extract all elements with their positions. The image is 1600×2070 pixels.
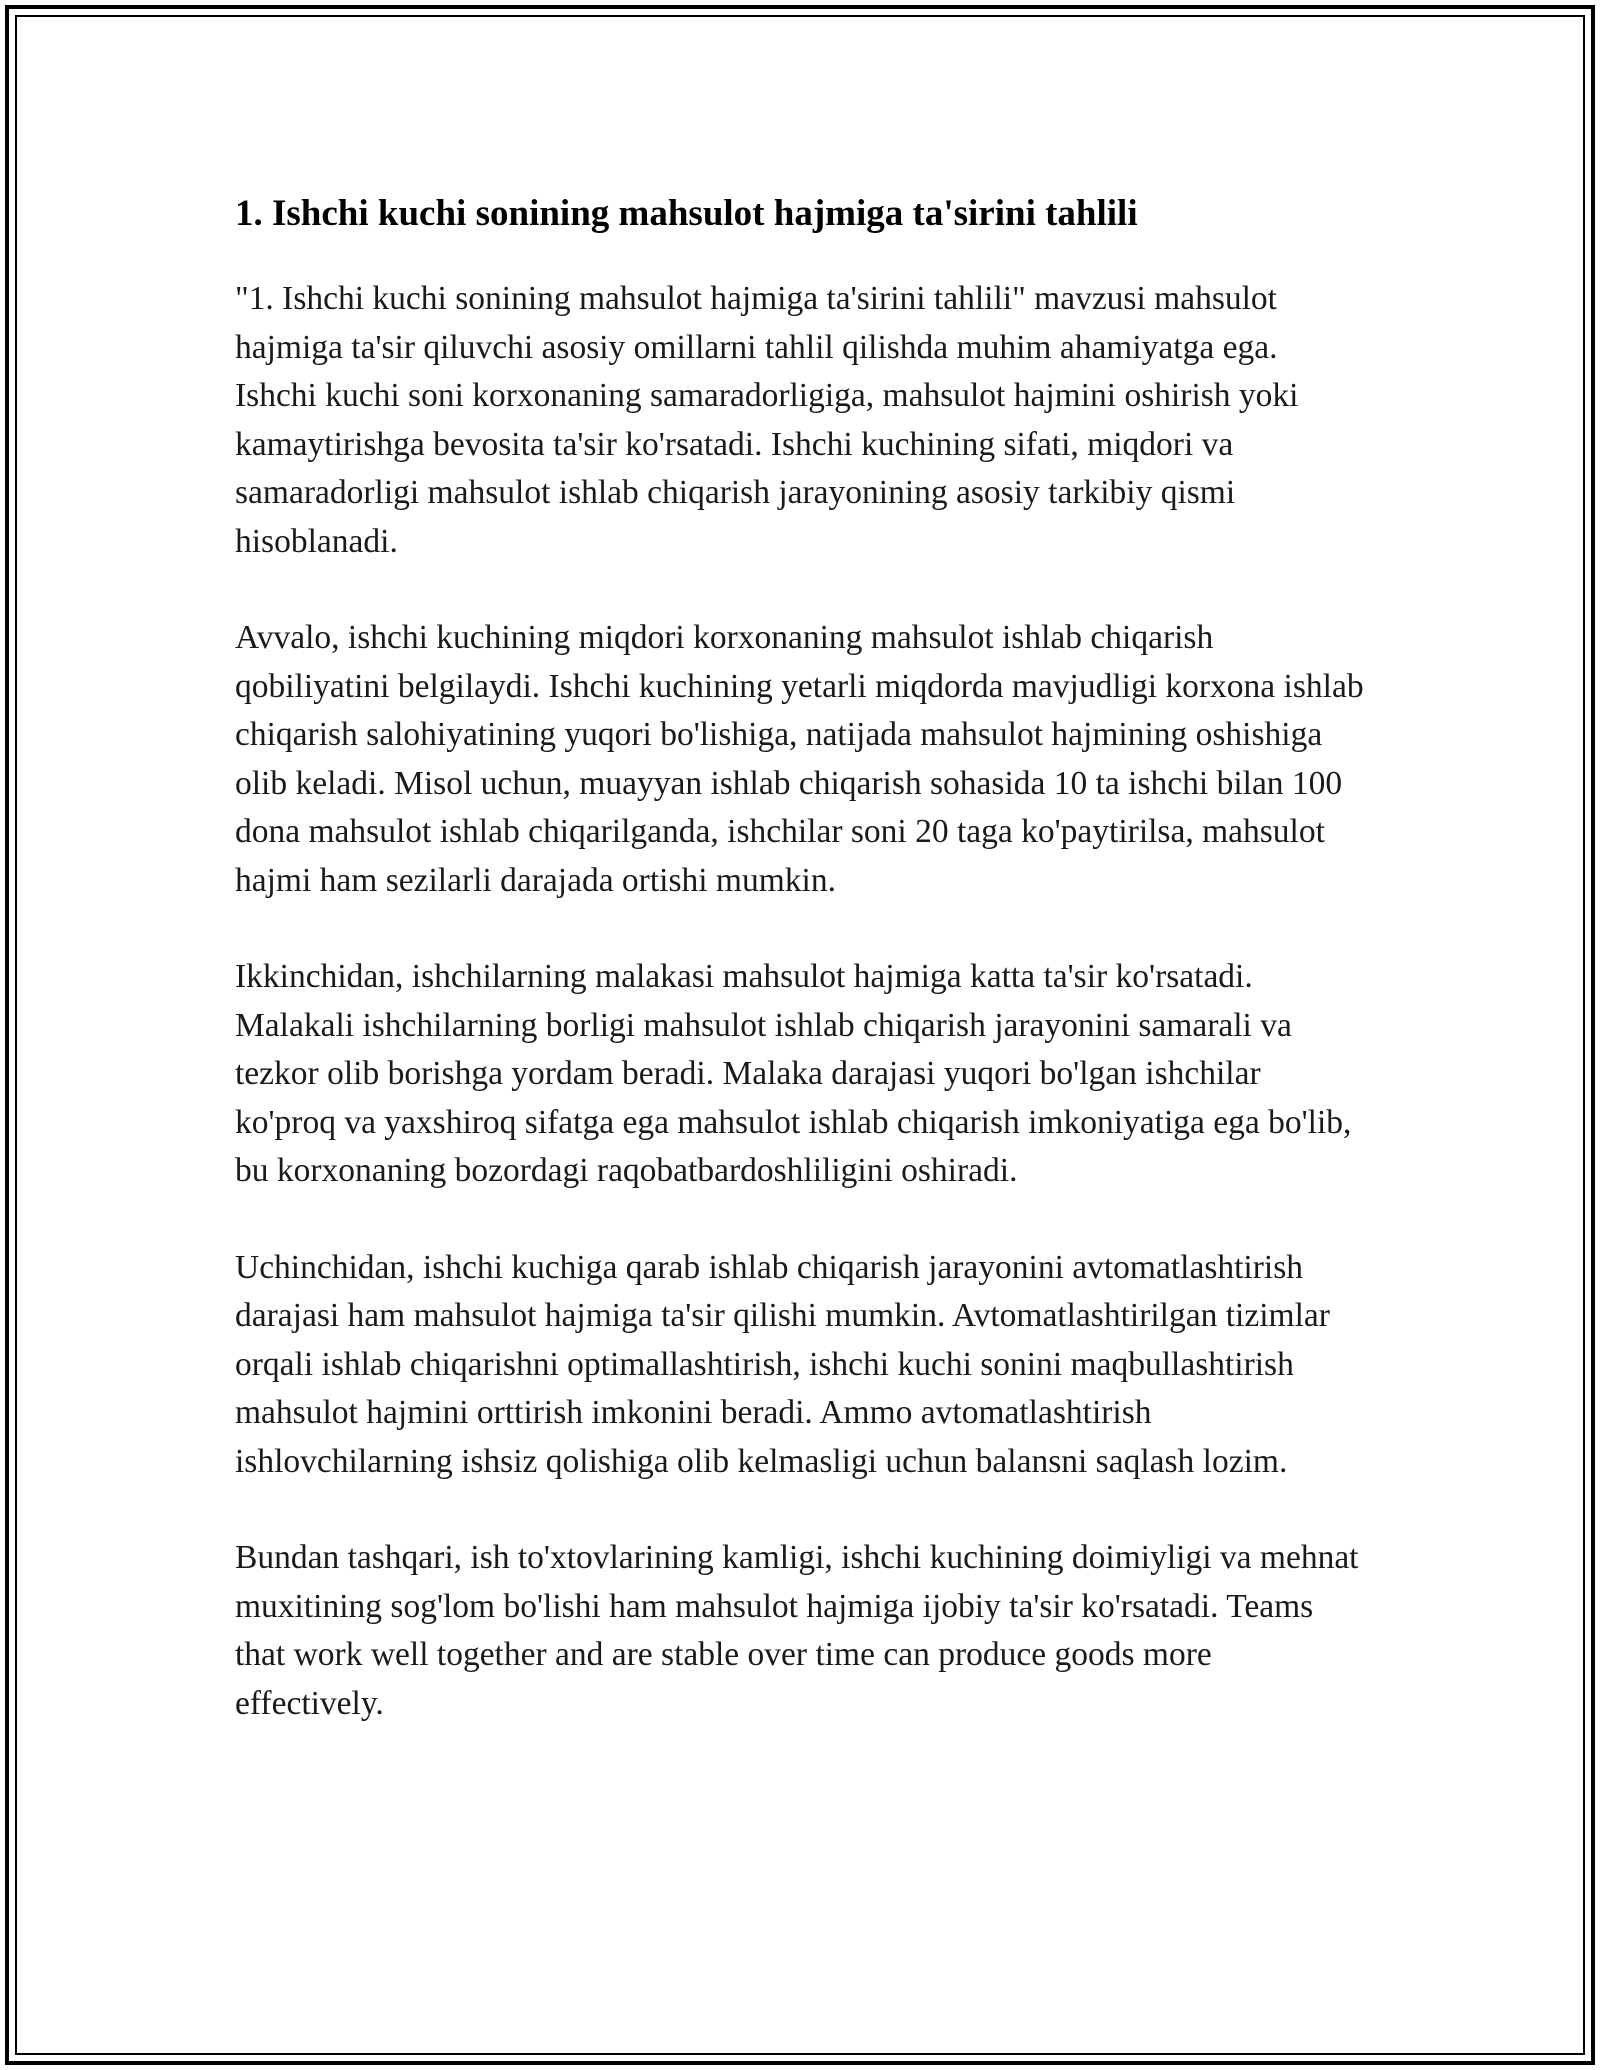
paragraph-workforce-quantity: Avvalo, ishchi kuchining miqdori korxonaning mahsulot ishlab chiqarish qobiliyatini belgilaydi. Ishchi kuchining yetarli miqdorda mavjudligi korxona ishlab chiqarish salohiyatining yuqori bo'lishiga, natijada mahsulot hajmining oshishiga olib keladi. Misol uchun, muayyan ishlab chiqarish sohasida 10 ta ishchi bilan 100 dona mahsulot ishlab chiqarilganda, ishchilar soni 20 taga ko'paytirilsa, mahsulot hajmi ham sezilarli darajada ortishi mumkin. bbox=[235, 619, 1364, 899]
document-heading: 1. Ishchi kuchi sonining mahsulot hajmiga ta'sirini tahlili bbox=[235, 193, 1138, 234]
paragraph-workforce-skill: Ikkinchidan, ishchilarning malakasi mahsulot hajmiga katta ta'sir ko'rsatadi. Malakali ishchilarning borligi mahsulot ishlab chiqarish jarayonini samarali va tezkor olib borishga yordam beradi. Malaka darajasi yuqori bo'lgan ishchilar ko'proq va yaxshiroq sifatga ega mahsulot ishlab chiqarish imkoniyatiga ega bo'lib, bu korxonaning bozordagi raqobatbardoshliligini oshiradi. bbox=[235, 958, 1352, 1189]
document-body bbox=[235, 182, 1365, 1776]
paragraph-automation: Uchinchidan, ishchi kuchiga qarab ishlab chiqarish jarayonini avtomatlashtirish darajasi ham mahsulot hajmiga ta'sir qilishi mumkin. Avtomatlashtirilgan tizimlar orqali ishlab chiqarishni optimallashtirish, ishchi kuchi sonini maqbullashtirish mahsulot hajmini orttirish imkonini beradi. Ammo avtomatlashtirish ishlovchilarning ishsiz qolishiga olib kelmasligi uchun balansni saqlash lozim. bbox=[235, 1248, 1330, 1480]
paragraph-intro: "1. Ishchi kuchi sonining mahsulot hajmiga ta'sirini tahlili" mavzusi mahsulot hajmiga ta'sir qiluvchi asosiy omillarni tahlil qilishda muhim ahamiyatga ega. Ishchi kuchi soni korxonaning samaradorligiga, mahsulot hajmini oshirish yoki kamaytirishga bevosita ta'sir ko'rsatadi. Ishchi kuchining sifati, miqdori va samaradorligi mahsulot ishlab chiqarish jarayonining asosiy tarkibiy qismi hisoblanadi. bbox=[235, 280, 1299, 560]
paragraph-stability: Bundan tashqari, ish to'xtovlarining kamligi, ishchi kuchining doimiyligi va mehnat muxitining sog'lom bo'lishi ham mahsulot hajmiga ijobiy ta'sir ko'rsatadi. Teams that work well together and are stable over time can produce goods more effectively. bbox=[235, 1539, 1359, 1722]
